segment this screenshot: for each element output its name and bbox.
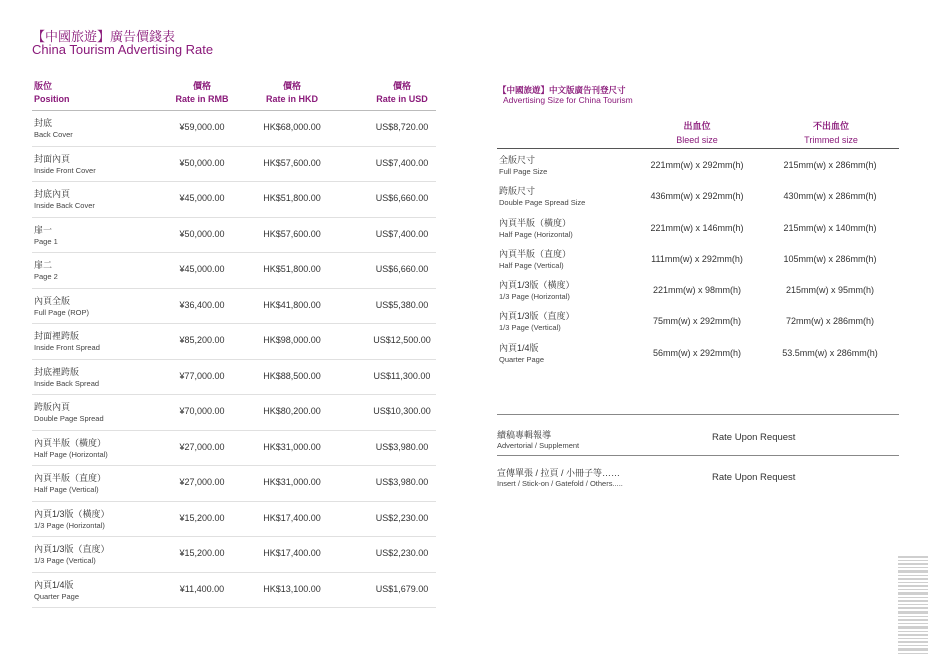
header-bleed-en: Bleed size bbox=[676, 135, 718, 145]
rate-hkd: HK$31,000.00 bbox=[263, 477, 321, 487]
rate-rmb: ¥77,000.00 bbox=[179, 370, 225, 381]
header-position-zh: 版位 bbox=[34, 81, 53, 91]
header-hkd-zh: 價格 bbox=[282, 81, 301, 91]
size-position-zh: 內頁半版（直度） bbox=[499, 248, 572, 259]
rate-hkd: HK$17,400.00 bbox=[263, 512, 321, 523]
rate-usd: US$10,300.00 bbox=[373, 406, 431, 416]
insert-zh: 宣傳單張 / 拉頁 / 小冊子等…… bbox=[497, 468, 621, 478]
bleed-size: 111mm(w) x 292mm(h) bbox=[651, 253, 743, 264]
position-en: Inside Back Cover bbox=[34, 201, 95, 210]
rate-usd: US$11,300.00 bbox=[373, 370, 431, 381]
trimmed-size: 72mm(w) x 286mm(h) bbox=[785, 316, 874, 327]
rate-hkd: HK$68,000.00 bbox=[263, 122, 321, 132]
size-position-zh: 內頁1/4版 bbox=[499, 342, 539, 353]
rate-hkd: HK$98,000.00 bbox=[263, 335, 321, 345]
header-usd-zh: 價格 bbox=[392, 81, 411, 91]
rate-usd: US$7,400.00 bbox=[375, 157, 429, 168]
insert-en: Insert / Stick-on / Gatefold / Others..... bbox=[497, 479, 623, 488]
rate-table-header bbox=[32, 80, 436, 111]
position-zh: 封底 bbox=[34, 118, 53, 128]
position-zh: 扉二 bbox=[34, 260, 53, 270]
rate-usd: US$12,500.00 bbox=[373, 335, 431, 345]
rate-table bbox=[32, 80, 436, 608]
insert-rate: Rate Upon Request bbox=[712, 472, 796, 483]
rate-hkd: HK$17,400.00 bbox=[263, 548, 321, 558]
size-position-zh: 內頁1/3版（直度） bbox=[499, 311, 575, 322]
size-position-en: 1/3 Page (Vertical) bbox=[499, 323, 561, 333]
table-row bbox=[32, 111, 436, 147]
bleed-size: 436mm(w) x 292mm(h) bbox=[650, 191, 744, 202]
size-position-en: 1/3 Page (Horizontal) bbox=[499, 292, 570, 302]
position-zh: 內頁1/3版（橫度） bbox=[34, 508, 110, 519]
size-position-en: Half Page (Vertical) bbox=[499, 260, 564, 270]
position-zh: 封底裡跨版 bbox=[34, 366, 80, 377]
bleed-size: 75mm(w) x 292mm(h) bbox=[652, 316, 741, 327]
table-row bbox=[32, 289, 436, 325]
rate-rmb: ¥27,000.00 bbox=[179, 441, 225, 452]
position-zh: 扉一 bbox=[34, 224, 53, 235]
rate-rmb: ¥85,200.00 bbox=[179, 335, 225, 345]
position-en: Back Cover bbox=[34, 130, 73, 139]
trimmed-size: 430mm(w) x 286mm(h) bbox=[783, 191, 877, 202]
rate-rmb: ¥50,000.00 bbox=[179, 157, 225, 168]
table-row bbox=[32, 466, 436, 502]
header-hkd-en: Rate in HKD bbox=[265, 94, 318, 104]
size-table-title-en: Advertising Size for China Tourism bbox=[503, 95, 633, 105]
header-trimmed-en: Trimmed size bbox=[804, 135, 858, 145]
size-table bbox=[497, 149, 899, 368]
position-zh: 封面內頁 bbox=[34, 153, 71, 164]
advertorial-rate: Rate Upon Request bbox=[712, 432, 796, 443]
size-position-en: Quarter Page bbox=[499, 354, 545, 364]
barcode-icon bbox=[898, 556, 928, 656]
rate-rmb: ¥70,000.00 bbox=[179, 406, 225, 416]
position-zh: 封面裡跨版 bbox=[34, 331, 80, 341]
header-position-en: Position bbox=[34, 94, 70, 104]
rate-hkd: HK$31,000.00 bbox=[263, 441, 321, 452]
trimmed-size: 215mm(w) x 95mm(h) bbox=[785, 285, 874, 296]
position-zh: 內頁半版（橫度） bbox=[34, 437, 107, 448]
table-row bbox=[32, 253, 436, 289]
table-row bbox=[32, 324, 436, 360]
position-zh: 封底內頁 bbox=[34, 189, 71, 199]
size-position-en: Half Page (Horizontal) bbox=[499, 229, 573, 239]
table-row bbox=[497, 149, 899, 180]
table-row bbox=[497, 243, 899, 274]
position-en: Quarter Page bbox=[34, 591, 80, 601]
trimmed-size: 215mm(w) x 286mm(h) bbox=[783, 160, 877, 170]
rate-usd: US$6,660.00 bbox=[375, 193, 429, 203]
position-zh: 內頁1/3版（直度） bbox=[34, 544, 110, 554]
table-row bbox=[32, 218, 436, 254]
header-usd-en: Rate in USD bbox=[376, 94, 428, 104]
table-row bbox=[32, 182, 436, 218]
position-en: 1/3 Page (Horizontal) bbox=[34, 520, 105, 530]
table-row bbox=[32, 147, 436, 183]
rate-hkd: HK$51,800.00 bbox=[263, 264, 321, 274]
rate-usd: US$2,230.00 bbox=[375, 512, 429, 523]
rate-usd: US$3,980.00 bbox=[375, 441, 429, 452]
rate-rmb: ¥27,000.00 bbox=[179, 477, 225, 487]
rate-rmb: ¥45,000.00 bbox=[179, 193, 225, 203]
size-position-en: Double Page Spread Size bbox=[499, 198, 586, 208]
position-en: Double Page Spread bbox=[34, 414, 104, 423]
rate-rmb: ¥15,200.00 bbox=[179, 512, 225, 523]
position-en: 1/3 Page (Vertical) bbox=[34, 556, 96, 565]
rate-usd: US$2,230.00 bbox=[375, 548, 429, 558]
table-row bbox=[32, 431, 436, 467]
rate-hkd: HK$13,100.00 bbox=[263, 583, 321, 594]
misc-rates bbox=[497, 414, 899, 494]
advertorial-zh: 續稿專輯報導 bbox=[497, 430, 552, 440]
position-en: Inside Front Cover bbox=[34, 165, 96, 175]
position-zh: 內頁1/4版 bbox=[34, 579, 74, 590]
rate-hkd: HK$41,800.00 bbox=[263, 299, 321, 310]
table-row bbox=[32, 502, 436, 538]
position-en: Page 2 bbox=[34, 272, 58, 281]
size-position-en: Full Page Size bbox=[499, 167, 548, 176]
position-zh: 內頁全版 bbox=[34, 295, 71, 306]
size-position-zh: 全版尺寸 bbox=[499, 155, 536, 165]
bleed-size: 221mm(w) x 146mm(h) bbox=[650, 222, 744, 233]
bleed-size: 56mm(w) x 292mm(h) bbox=[652, 347, 741, 358]
rate-hkd: HK$57,600.00 bbox=[263, 157, 321, 168]
table-row bbox=[32, 537, 436, 573]
position-en: Full Page (ROP) bbox=[34, 307, 90, 317]
rate-rmb: ¥45,000.00 bbox=[179, 264, 225, 274]
table-row bbox=[497, 212, 899, 243]
rate-rmb: ¥15,200.00 bbox=[179, 548, 225, 558]
table-row bbox=[497, 337, 899, 368]
rate-usd: US$6,660.00 bbox=[375, 264, 429, 274]
header-bleed-zh: 出血位 bbox=[683, 121, 711, 131]
bleed-size: 221mm(w) x 292mm(h) bbox=[650, 160, 744, 170]
divider bbox=[497, 414, 899, 415]
table-row bbox=[32, 395, 436, 431]
position-en: Half Page (Horizontal) bbox=[34, 449, 108, 459]
trimmed-size: 105mm(w) x 286mm(h) bbox=[783, 253, 877, 264]
rate-rmb: ¥50,000.00 bbox=[179, 228, 225, 239]
rate-hkd: HK$51,800.00 bbox=[263, 193, 321, 203]
trimmed-size: 53.5mm(w) x 286mm(h) bbox=[782, 347, 878, 358]
page-title-en: China Tourism Advertising Rate bbox=[32, 42, 214, 57]
rate-usd: US$1,679.00 bbox=[375, 583, 429, 594]
rate-usd: US$8,720.00 bbox=[375, 122, 429, 132]
header-rmb-en: Rate in RMB bbox=[175, 94, 229, 104]
rate-usd: US$7,400.00 bbox=[375, 228, 429, 239]
position-zh: 跨版內頁 bbox=[34, 402, 71, 412]
size-position-zh: 跨版尺寸 bbox=[499, 186, 536, 197]
page-title-zh: 【中國旅遊】廣告價錢表 bbox=[32, 29, 176, 44]
header-trimmed-zh: 不出血位 bbox=[812, 121, 849, 131]
rate-rmb: ¥36,400.00 bbox=[179, 299, 225, 310]
rate-usd: US$5,380.00 bbox=[375, 299, 429, 310]
size-table-title-zh: 【中國旅遊】中文版廣告刊登尺寸 bbox=[498, 85, 626, 95]
trimmed-size: 215mm(w) x 140mm(h) bbox=[783, 222, 877, 233]
table-row bbox=[497, 274, 899, 305]
size-position-zh: 內頁1/3版（橫度） bbox=[499, 280, 575, 291]
advertorial-en: Advertorial / Supplement bbox=[497, 441, 580, 450]
rate-rmb: ¥59,000.00 bbox=[179, 122, 225, 132]
table-row bbox=[497, 180, 899, 211]
size-position-zh: 內頁半版（橫度） bbox=[499, 217, 572, 228]
rate-hkd: HK$80,200.00 bbox=[263, 406, 321, 416]
position-en: Inside Back Spread bbox=[34, 378, 100, 388]
rate-hkd: HK$57,600.00 bbox=[263, 228, 321, 239]
position-en: Page 1 bbox=[34, 236, 58, 246]
table-row bbox=[32, 360, 436, 396]
rate-rmb: ¥11,400.00 bbox=[179, 583, 225, 594]
position-en: Half Page (Vertical) bbox=[34, 485, 99, 494]
size-table-header bbox=[497, 120, 899, 149]
divider bbox=[497, 455, 899, 456]
position-zh: 內頁半版（直度） bbox=[34, 473, 107, 483]
rate-usd: US$3,980.00 bbox=[375, 477, 429, 487]
rate-hkd: HK$88,500.00 bbox=[263, 370, 321, 381]
header-rmb-zh: 價格 bbox=[192, 81, 211, 91]
position-en: Inside Front Spread bbox=[34, 343, 100, 352]
bleed-size: 221mm(w) x 98mm(h) bbox=[652, 285, 741, 296]
table-row bbox=[32, 573, 436, 609]
table-row bbox=[497, 305, 899, 336]
